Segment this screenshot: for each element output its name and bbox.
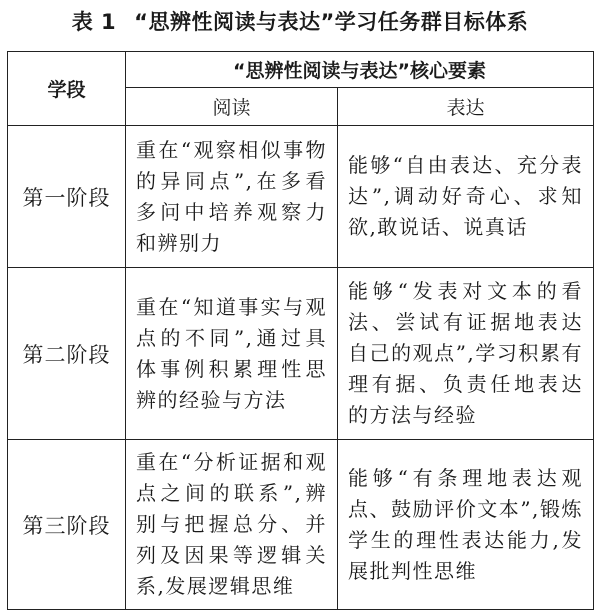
reading-header: 阅读 [126,88,338,126]
table-title: “思辨性阅读与表达”学习任务群目标体系 [134,10,529,34]
stage-cell: 第一阶段 [8,126,126,268]
table-number: 表 1 [71,10,117,34]
table-row [8,126,594,268]
table-caption [0,6,600,36]
goal-system-table [7,51,594,610]
reading-cell: 重在“知道事实与观点的不同”,通过具体事例积累理性思辨的经验与方法 [126,268,338,440]
expression-cell: 能够“自由表达、充分表达”,调动好奇心、求知欲,敢说话、说真话 [338,126,594,268]
reading-cell: 重在“观察相似事物的异同点”,在多看多问中培养观察力和辨别力 [126,126,338,268]
stage-header: 学段 [8,52,126,126]
expression-cell: 能够“发表对文本的看法、尝试有证据地表达自己的观点”,学习积累有理有据、负责任地表达的方法与经验 [338,268,594,440]
expression-header: 表达 [338,88,594,126]
table-row [8,268,594,440]
stage-cell: 第三阶段 [8,440,126,610]
stage-cell: 第二阶段 [8,268,126,440]
reading-cell: 重在“分析证据和观点之间的联系”,辨别与把握总分、并列及因果等逻辑关系,发展逻辑思维 [126,440,338,610]
table-row [8,440,594,610]
core-elements-header: “思辨性阅读与表达”核心要素 [126,52,594,88]
expression-cell: 能够“有条理地表达观点、鼓励评价文本”,锻炼学生的理性表达能力,发展批判性思维 [338,440,594,610]
